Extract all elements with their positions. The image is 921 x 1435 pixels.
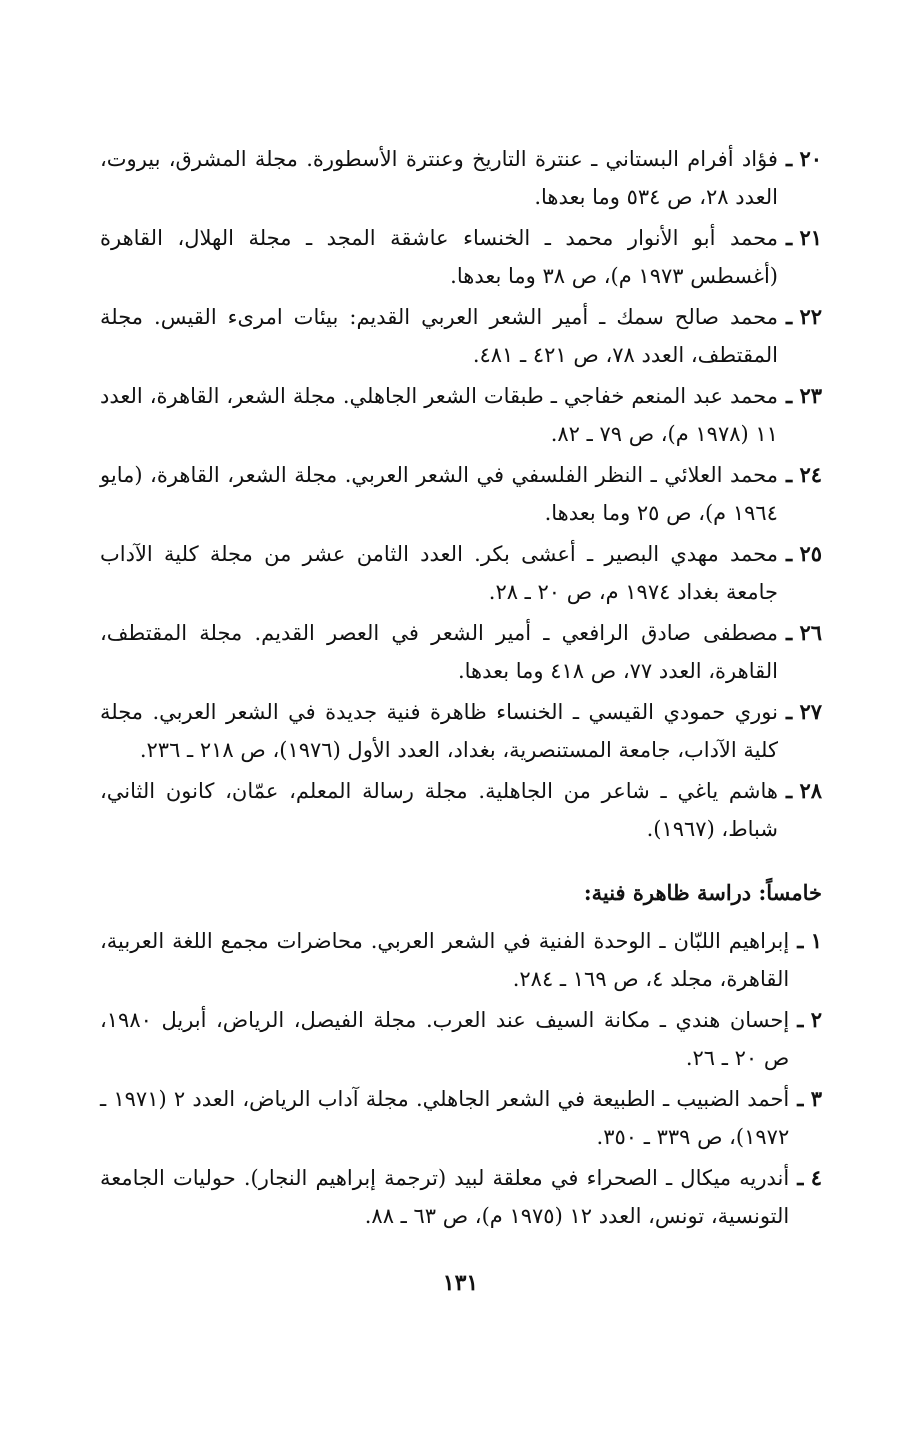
- bibliography-entry: [100, 922, 822, 998]
- bibliography-entry: [100, 535, 822, 611]
- bibliography-entry: [100, 377, 822, 453]
- entry-number: ٢٢ ـ: [785, 304, 822, 329]
- bibliography-entry: [100, 298, 822, 374]
- entry-text: نوري حمودي القيسي ـ الخنساء ظاهرة فنية جديدة في الشعر العربي. مجلة كلية الآداب، جامعة المستنصرية، بغداد، العدد الأول (١٩٧٦)، ص ٢١٨ ـ ٢٣٦.: [100, 700, 778, 762]
- bibliography-list-journals: [100, 140, 822, 848]
- entry-text: أندريه ميكال ـ الصحراء في معلقة لبيد (ترجمة إبراهيم النجار). حوليات الجامعة التونسية، تونس، العدد ١٢ (١٩٧٥ م)، ص ٦٣ ـ ٨٨.: [100, 1166, 790, 1228]
- entry-text: محمد أبو الأنوار محمد ـ الخنساء عاشقة المجد ـ مجلة الهلال، القاهرة (أغسطس ١٩٧٣ م)، ص ٣٨ وما بعدها.: [100, 226, 778, 288]
- entry-number: ٢٥ ـ: [785, 541, 822, 566]
- bibliography-entry: [100, 1080, 822, 1156]
- entry-text: مصطفى صادق الرافعي ـ أمير الشعر في العصر القديم. مجلة المقتطف، القاهرة، العدد ٧٧، ص ٤١٨ وما بعدها.: [100, 621, 778, 683]
- entry-number: ٢٨ ـ: [785, 778, 822, 803]
- entry-number: ٣ ـ: [797, 1086, 822, 1111]
- entry-text: محمد عبد المنعم خفاجي ـ طبقات الشعر الجاهلي. مجلة الشعر، القاهرة، العدد ١١ (١٩٧٨ م)، ص ٧٩ ـ ٨٢.: [100, 384, 778, 446]
- section-heading: خامساً: دراسة ظاهرة فنية:: [583, 880, 822, 905]
- entry-text: محمد صالح سمك ـ أمير الشعر العربي القديم: بيئات امرىء القيس. مجلة المقتطف، العدد ٧٨، ص ٤٢١ ـ ٤٨١.: [100, 305, 778, 367]
- bibliography-entry: [100, 219, 822, 295]
- entry-text: فؤاد أفرام البستاني ـ عنترة التاريخ وعنترة الأسطورة. مجلة المشرق، بيروت، العدد ٢٨، ص ٥٣٤ وما بعدها.: [100, 147, 778, 209]
- text-column: [100, 140, 822, 1238]
- entry-number: ٢٠ ـ: [785, 146, 822, 171]
- bibliography-entry: [100, 693, 822, 769]
- entry-number: ٢٣ ـ: [785, 383, 822, 408]
- bibliography-entry: [100, 1159, 822, 1235]
- bibliography-entry: [100, 1001, 822, 1077]
- entry-number: ٢٧ ـ: [785, 699, 822, 724]
- bibliography-entry: [100, 614, 822, 690]
- entry-number: ٢٤ ـ: [785, 462, 822, 487]
- entry-number: ١ ـ: [797, 928, 822, 953]
- entry-text: أحمد الضبيب ـ الطبيعة في الشعر الجاهلي. مجلة آداب الرياض، العدد ٢ (١٩٧١ ـ ١٩٧٢)، ص ٣٣٩ ـ ٣٥٠.: [100, 1087, 790, 1149]
- bibliography-entry: [100, 140, 822, 216]
- bibliography-list-artistic-phenomenon: [100, 922, 822, 1235]
- entry-number: ٢١ ـ: [785, 225, 822, 250]
- bibliography-entry: [100, 772, 822, 848]
- entry-text: إحسان هندي ـ مكانة السيف عند العرب. مجلة الفيصل، الرياض، أبريل ١٩٨٠، ص ٢٠ ـ ٢٦.: [100, 1008, 790, 1070]
- entry-text: محمد العلائي ـ النظر الفلسفي في الشعر العربي. مجلة الشعر، القاهرة، (مايو ١٩٦٤ م)، ص ٢٥ وما بعدها.: [100, 463, 778, 525]
- bibliography-entry: [100, 456, 822, 532]
- entry-number: ٢٦ ـ: [785, 620, 822, 645]
- entry-text: إبراهيم اللبّان ـ الوحدة الفنية في الشعر العربي. محاضرات مجمع اللغة العربية، القاهرة، مجلد ٤، ص ١٦٩ ـ ٢٨٤.: [100, 929, 790, 991]
- entry-number: ٤ ـ: [797, 1165, 822, 1190]
- entry-number: ٢ ـ: [797, 1007, 822, 1032]
- page-number: ١٣١: [442, 1270, 479, 1296]
- entry-text: محمد مهدي البصير ـ أعشى بكر. العدد الثامن عشر من مجلة كلية الآداب جامعة بغداد ١٩٧٤ م، ص ٢٠ ـ ٢٨.: [100, 542, 778, 604]
- entry-text: هاشم ياغي ـ شاعر من الجاهلية. مجلة رسالة المعلم، عمّان، كانون الثاني، شباط، (١٩٦٧).: [100, 779, 778, 841]
